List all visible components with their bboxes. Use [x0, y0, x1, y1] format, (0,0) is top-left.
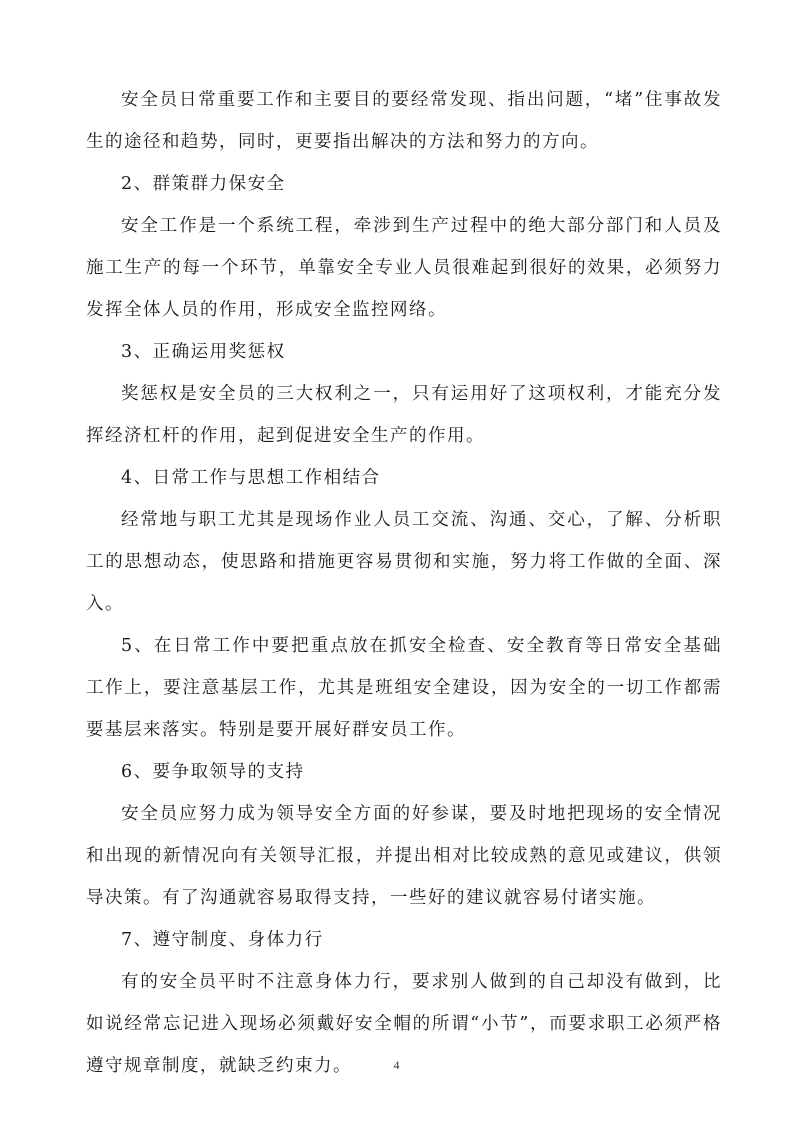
section-heading-3: 3、正确运用奖惩权	[121, 342, 286, 362]
paragraph-section-3: 奖惩权是安全员的三大权利之一，只有运用好了这项权利，才能充分发挥经济杠杆的作用，起到促进安全生产的作用。	[86, 384, 722, 446]
paragraph-section-7: 有的安全员平时不注意身体力行，要求别人做到的自己却没有做到，比如说经常忘记进入现场必须戴好安全帽的所谓“小节”，而要求职工必须严格遵守规章制度，就缺乏约束力。	[86, 972, 722, 1076]
section-heading-4: 4、日常工作与思想工作相结合	[121, 468, 381, 488]
paragraph-section-5: 5、在日常工作中要把重点放在抓安全检查、安全教育等日常安全基础工作上，要注意基层工作，尤其是班组安全建设，因为安全的一切工作都需要基层来落实。特别是要开展好群安员工作。	[86, 636, 722, 740]
paragraph-intro: 安全员日常重要工作和主要目的要经常发现、指出问题，“堵”住事故发生的途径和趋势，同时，更要指出解决的方法和努力的方向。	[86, 90, 722, 152]
paragraph-section-6: 安全员应努力成为领导安全方面的好参谋，要及时地把现场的安全情况和出现的新情况向有关领导汇报，并提出相对比较成熟的意见或建议，供领导决策。有了沟通就容易取得支持，一些好的建议就容易付诸实施。	[86, 804, 722, 908]
section-heading-7: 7、遵守制度、身体力行	[121, 930, 324, 950]
page-number: 4	[393, 1058, 400, 1072]
paragraph-section-2: 安全工作是一个系统工程，牵涉到生产过程中的绝大部分部门和人员及施工生产的每一个环节，单靠安全专业人员很难起到很好的效果，必须努力发挥全体人员的作用，形成安全监控网络。	[86, 216, 722, 320]
paragraph-section-4: 经常地与职工尤其是现场作业人员工交流、沟通、交心，了解、分析职工的思想动态，使思路和措施更容易贯彻和实施，努力将工作做的全面、深入。	[86, 510, 722, 614]
section-heading-2: 2、群策群力保安全	[121, 174, 286, 194]
section-heading-6: 6、要争取领导的支持	[121, 762, 305, 782]
document-body	[86, 79, 722, 1087]
